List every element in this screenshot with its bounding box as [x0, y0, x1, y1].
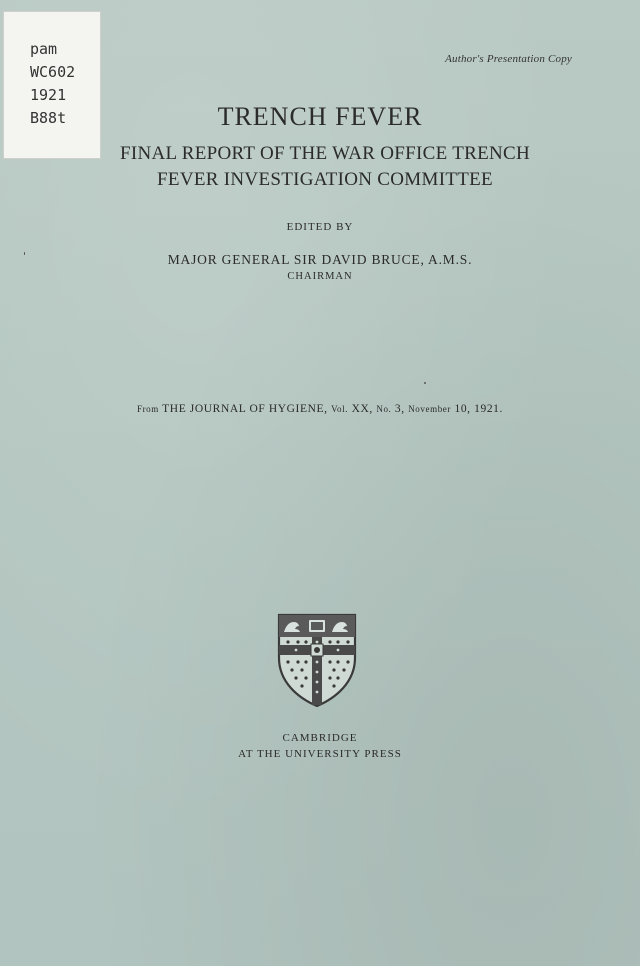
- university-crest-icon: [276, 612, 358, 708]
- imprint-press: AT THE UNIVERSITY PRESS: [238, 748, 402, 760]
- journal-date: 10, 1921.: [454, 403, 504, 415]
- journal-no-label: No.: [376, 404, 392, 414]
- subtitle-line: FINAL REPORT OF THE WAR OFFICE TRENCH: [119, 143, 531, 164]
- document-subtitle: [105, 141, 545, 193]
- paper-speck: [24, 252, 25, 255]
- call-number-line: pam: [30, 40, 58, 58]
- edited-by: EDITED BY: [286, 221, 354, 233]
- call-number-line: WC602: [30, 63, 76, 81]
- journal-no-number: 3,: [394, 403, 405, 415]
- journal-citation: [0, 403, 640, 415]
- paper-speck: [424, 382, 426, 384]
- presentation-note: Author's Presentation Copy: [445, 53, 572, 65]
- document-title: TRENCH FEVER: [217, 102, 423, 131]
- journal-name: THE JOURNAL OF HYGIENE,: [162, 403, 328, 415]
- call-number-line: B88t: [30, 109, 67, 127]
- library-call-number-label: [3, 11, 101, 159]
- journal-from: From: [136, 404, 159, 414]
- journal-month: November: [408, 404, 451, 414]
- call-number-line: 1921: [30, 86, 67, 104]
- journal-vol-number: XX,: [351, 403, 373, 415]
- imprint-place: CAMBRIDGE: [282, 732, 358, 744]
- editor-role: CHAIRMAN: [287, 271, 353, 282]
- journal-vol-label: Vol.: [331, 404, 349, 414]
- editor-name: MAJOR GENERAL SIR DAVID BRUCE, A.M.S.: [167, 252, 473, 267]
- subtitle-line: FEVER INVESTIGATION COMMITTEE: [157, 169, 493, 190]
